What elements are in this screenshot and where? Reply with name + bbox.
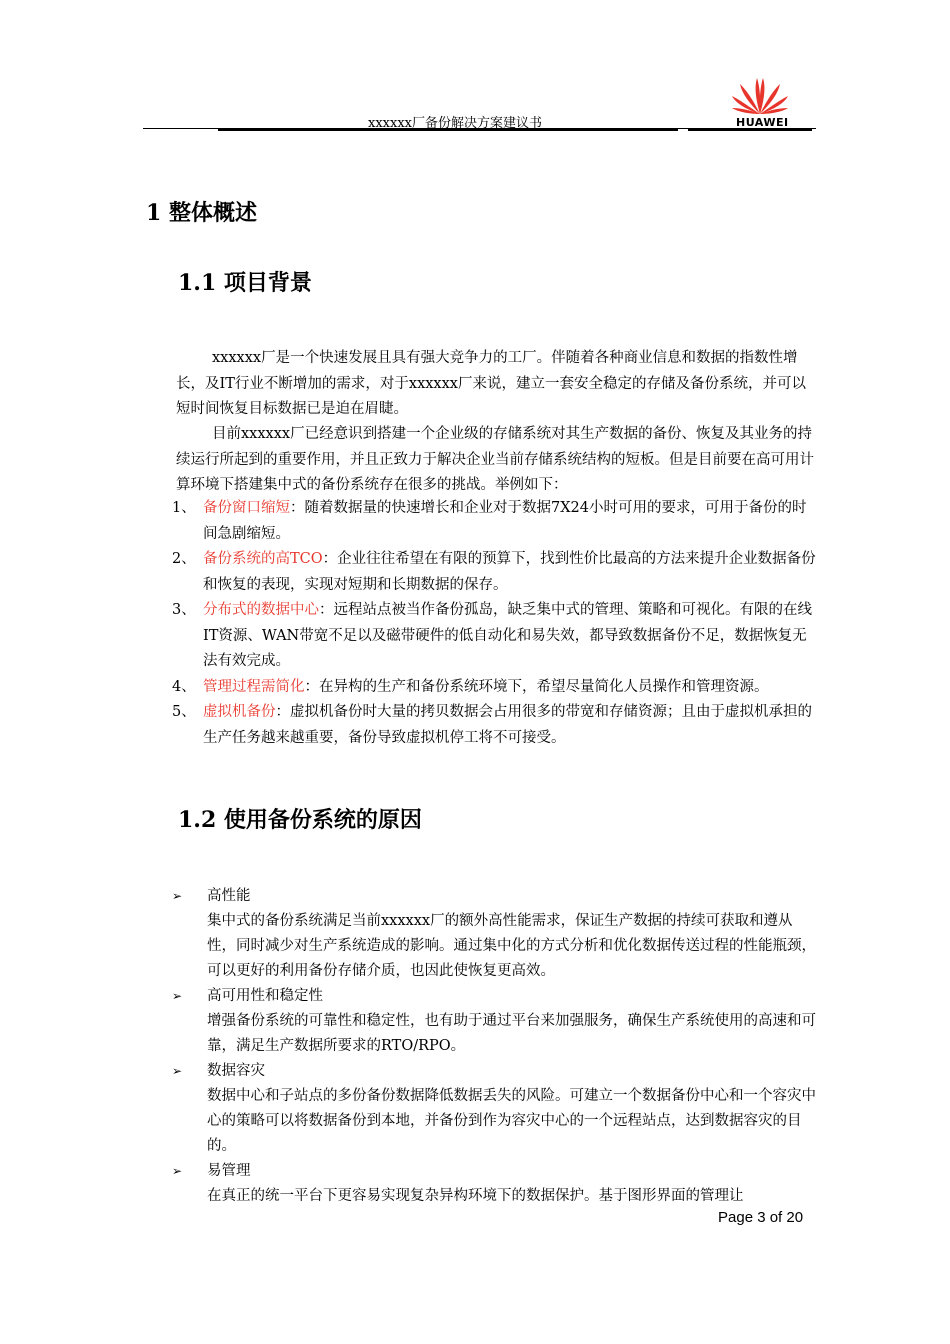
header-title: xxxxxx厂备份解决方案建议书 (368, 116, 542, 131)
list-item-title: 虚拟机备份 (203, 704, 276, 720)
section-heading-1-1: 1.1 项目背景 (178, 270, 312, 296)
list-item-title: 高性能 (207, 888, 251, 904)
list-item (172, 884, 817, 984)
list-item (172, 1159, 817, 1209)
section-heading-1-2: 1.2 使用备份系统的原因 (178, 807, 422, 833)
list-item-title: 高可用性和稳定性 (207, 988, 323, 1004)
list-item (172, 984, 817, 1059)
page-number: Page 3 of 20 (718, 1209, 804, 1226)
list-item-title: 易管理 (207, 1163, 251, 1179)
list-item-title: 备份系统的高TCO (203, 551, 323, 567)
list-item (172, 700, 817, 751)
list-number: 1、 (172, 500, 196, 516)
list-item-text: 数据中心和子站点的多份备份数据降低数据丢失的风险。可建立一个数据备份中心和一个容灾中心的策略可以将数据备份到本地，并备份到作为容灾中心的一个远程站点，达到数据容灾的目的。 (207, 1088, 816, 1154)
list-item-text: ：企业往往希望在有限的预算下，找到性价比最高的方法来提升企业数据备份和恢复的表现，实现对短期和长期数据的保存。 (203, 551, 816, 593)
list-number: 4、 (172, 678, 196, 695)
list-item-text: ：远程站点被当作备份孤岛，缺乏集中式的管理、策略和可视化。有限的在线IT资源、WAN带宽不足以及磁带硬件的低自动化和易失效，都导致数据备份不足，数据恢复无法有效完成。 (203, 602, 812, 669)
list-item-text: 增强备份系统的可靠性和稳定性，也有助于通过平台来加强服务，确保生产系统使用的高速和可靠，满足生产数据所要求的RTO/RPO。 (207, 1013, 816, 1054)
arrow-bullet-icon: ➢ (172, 1064, 183, 1078)
arrow-bullet-icon: ➢ (172, 1164, 183, 1178)
paragraph-background-1: xxxxxx厂是一个快速发展且具有强大竞争力的工厂。伴随着各种商业信息和数据的指数性增长，及IT行业不断增加的需求，对于xxxxxx厂来说，建立一套安全稳定的存储及备份系统，并可以短时间恢复目标数据已是迫在眉睫。 (176, 350, 806, 417)
list-item-text: ：随着数据量的快速增长和企业对于数据7X24小时可用的要求，可用于备份的时间急剧缩短。 (203, 500, 807, 542)
header-rule-thick (218, 129, 678, 131)
list-item (172, 598, 817, 675)
reason-list (172, 884, 817, 1209)
list-number: 5、 (172, 704, 196, 720)
list-item (172, 547, 817, 598)
paragraph-background-2: 目前xxxxxx厂已经意识到搭建一个企业级的存储系统对其生产数据的备份、恢复及其业务的持续运行所起到的重要作用，并且正致力于解决企业当前存储系统结构的短板。但是目前要在高可用计算环境下搭建集中式的备份系统存在很多的挑战。举例如下： (176, 426, 814, 493)
arrow-bullet-icon: ➢ (172, 889, 183, 903)
list-item-text: ：虚拟机备份时大量的拷贝数据会占用很多的带宽和存储资源；且由于虚拟机承担的生产任务越来越重要，备份导致虚拟机停工将不可接受。 (203, 704, 812, 746)
arrow-bullet-icon: ➢ (172, 989, 183, 1003)
list-item (172, 496, 817, 547)
list-item-title: 管理过程需简化 (203, 678, 305, 695)
list-number: 2、 (172, 551, 196, 567)
list-item (172, 1059, 817, 1159)
list-item-text: ：在异构的生产和备份系统环境下，希望尽量简化人员操作和管理资源。 (304, 678, 769, 695)
list-item-title: 分布式的数据中心 (203, 602, 319, 618)
list-item-title: 备份窗口缩短 (203, 500, 290, 516)
challenge-list (172, 496, 817, 751)
list-item-text: 集中式的备份系统满足当前xxxxxx厂的额外高性能需求，保证生产数据的持续可获取和遵从性，同时减少对生产系统造成的影响。通过集中化的方式分析和优化数据传送过程的性能瓶颈，可以更好的利用备份存储介质，也因此使恢复更高效。 (207, 913, 816, 979)
list-item-title: 数据容灾 (207, 1063, 265, 1079)
section-heading-1: 1 整体概述 (146, 200, 257, 226)
huawei-logo-text: HUAWEI (736, 116, 789, 129)
list-item-text: 在真正的统一平台下更容易实现复杂异构环境下的数据保护。基于图形界面的管理让 (207, 1188, 744, 1204)
list-number: 3、 (172, 602, 196, 618)
list-item (172, 675, 817, 701)
